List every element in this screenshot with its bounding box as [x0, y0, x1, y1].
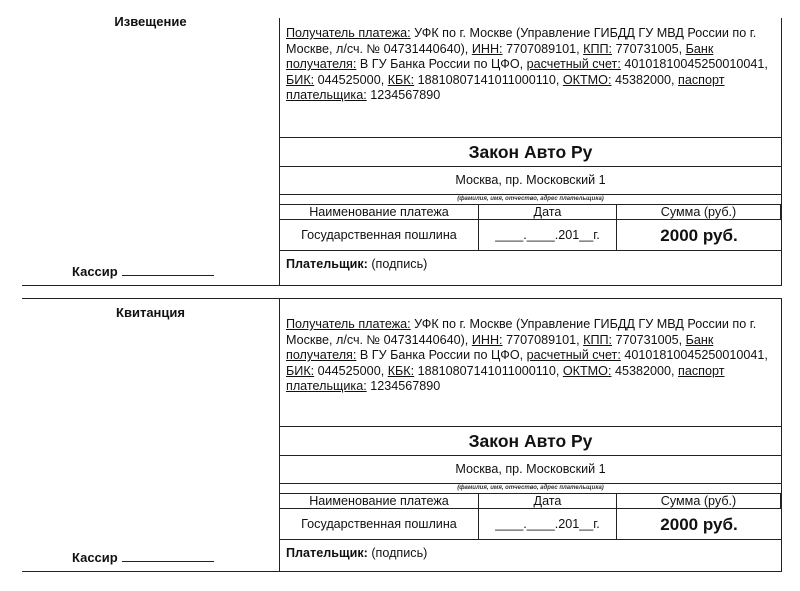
header-date: Дата: [479, 494, 617, 509]
payment-table: [280, 205, 781, 251]
payer-label: Плательщик:: [286, 257, 368, 271]
inn-value: 7707089101,: [506, 332, 580, 347]
payer-signature: [280, 540, 781, 567]
kpp-value: 770731005,: [615, 332, 683, 347]
account-value: 40101810045250010041,: [624, 348, 768, 363]
kbk-value: 18810807141011000110,: [417, 363, 560, 378]
bik-label: БИК:: [286, 72, 315, 87]
kbk-label: КБК:: [387, 363, 415, 378]
left-column: [22, 0, 279, 285]
payment-amount: 2000 руб.: [617, 509, 781, 540]
cashier-field: [72, 263, 214, 279]
payer-sign: (подпись): [371, 546, 428, 560]
payer-label: Плательщик:: [286, 546, 368, 560]
company-name: Закон Авто Ру: [280, 138, 781, 167]
payment-details: [279, 18, 782, 285]
passport-label: паспорт плательщика:: [286, 72, 725, 103]
address-caption: (фамилия, имя, отчество, адрес плательщика): [280, 484, 781, 494]
cashier-field: [72, 549, 214, 565]
inn-label: ИНН:: [471, 41, 503, 56]
oktmo-value: 45382000,: [614, 363, 675, 378]
recipient-value: УФК по г. Москве (Управление ГИБДД ГУ МВД России по г. Москве, л/сч. № 04731440640),: [286, 26, 757, 56]
header-payment-name: Наименование платежа: [280, 494, 479, 509]
passport-value: 1234567890: [370, 379, 441, 394]
bank-label: Банк получателя:: [286, 41, 714, 72]
bank-label: Банк получателя:: [286, 332, 714, 363]
recipient-value: УФК по г. Москве (Управление ГИБДД ГУ МВД России по г. Москве, л/сч. № 04731440640),: [286, 317, 757, 347]
cashier-signature-line: [122, 549, 214, 562]
passport-value: 1234567890: [370, 88, 441, 103]
bik-value: 044525000,: [317, 363, 385, 378]
payment-table: [280, 494, 781, 540]
kpp-label: КПП:: [583, 332, 613, 347]
oktmo-label: ОКТМО:: [562, 363, 612, 378]
cashier-signature-line: [122, 263, 214, 276]
notice-slip: [22, 0, 782, 286]
bik-label: БИК:: [286, 363, 315, 378]
header-amount: Сумма (руб.): [617, 494, 781, 509]
account-value: 40101810045250010041,: [624, 57, 768, 72]
slip-title: Квитанция: [116, 305, 185, 320]
recipient-label: Получатель платежа:: [286, 317, 411, 331]
payment-name: Государственная пошлина: [280, 220, 479, 251]
receipt-slip: [22, 298, 782, 572]
kbk-label: КБК:: [387, 72, 415, 87]
cashier-label: Кассир: [72, 550, 118, 565]
payer-address: Москва, пр. Московский 1: [280, 167, 781, 195]
payee-block: [280, 299, 781, 427]
inn-label: ИНН:: [471, 332, 503, 347]
bank-value: В ГУ Банка России по ЦФО,: [359, 348, 524, 363]
left-column: [22, 299, 279, 571]
payer-address: Москва, пр. Московский 1: [280, 456, 781, 484]
account-label: расчетный счет:: [526, 57, 621, 72]
address-caption: (фамилия, имя, отчество, адрес плательщика): [280, 195, 781, 205]
cashier-label: Кассир: [72, 264, 118, 279]
oktmo-value: 45382000,: [614, 72, 675, 87]
payee-block: [280, 18, 781, 138]
passport-label: паспорт плательщика:: [286, 363, 725, 394]
bank-value: В ГУ Банка России по ЦФО,: [359, 57, 524, 72]
oktmo-label: ОКТМО:: [562, 72, 612, 87]
header-payment-name: Наименование платежа: [280, 205, 479, 220]
account-label: расчетный счет:: [526, 348, 621, 363]
slip-title: Извещение: [114, 14, 187, 29]
payment-name: Государственная пошлина: [280, 509, 479, 540]
payment-details: [279, 299, 782, 571]
payer-sign: (подпись): [371, 257, 428, 271]
recipient-label: Получатель платежа:: [286, 26, 411, 40]
kbk-value: 18810807141011000110,: [417, 72, 560, 87]
payment-amount: 2000 руб.: [617, 220, 781, 251]
payment-date: ____.____.201__г.: [479, 220, 617, 251]
header-amount: Сумма (руб.): [617, 205, 781, 220]
payer-signature: [280, 251, 781, 278]
kpp-value: 770731005,: [615, 41, 683, 56]
bik-value: 044525000,: [317, 72, 385, 87]
company-name: Закон Авто Ру: [280, 427, 781, 456]
payment-date: ____.____.201__г.: [479, 509, 617, 540]
header-date: Дата: [479, 205, 617, 220]
inn-value: 7707089101,: [506, 41, 580, 56]
kpp-label: КПП:: [583, 41, 613, 56]
